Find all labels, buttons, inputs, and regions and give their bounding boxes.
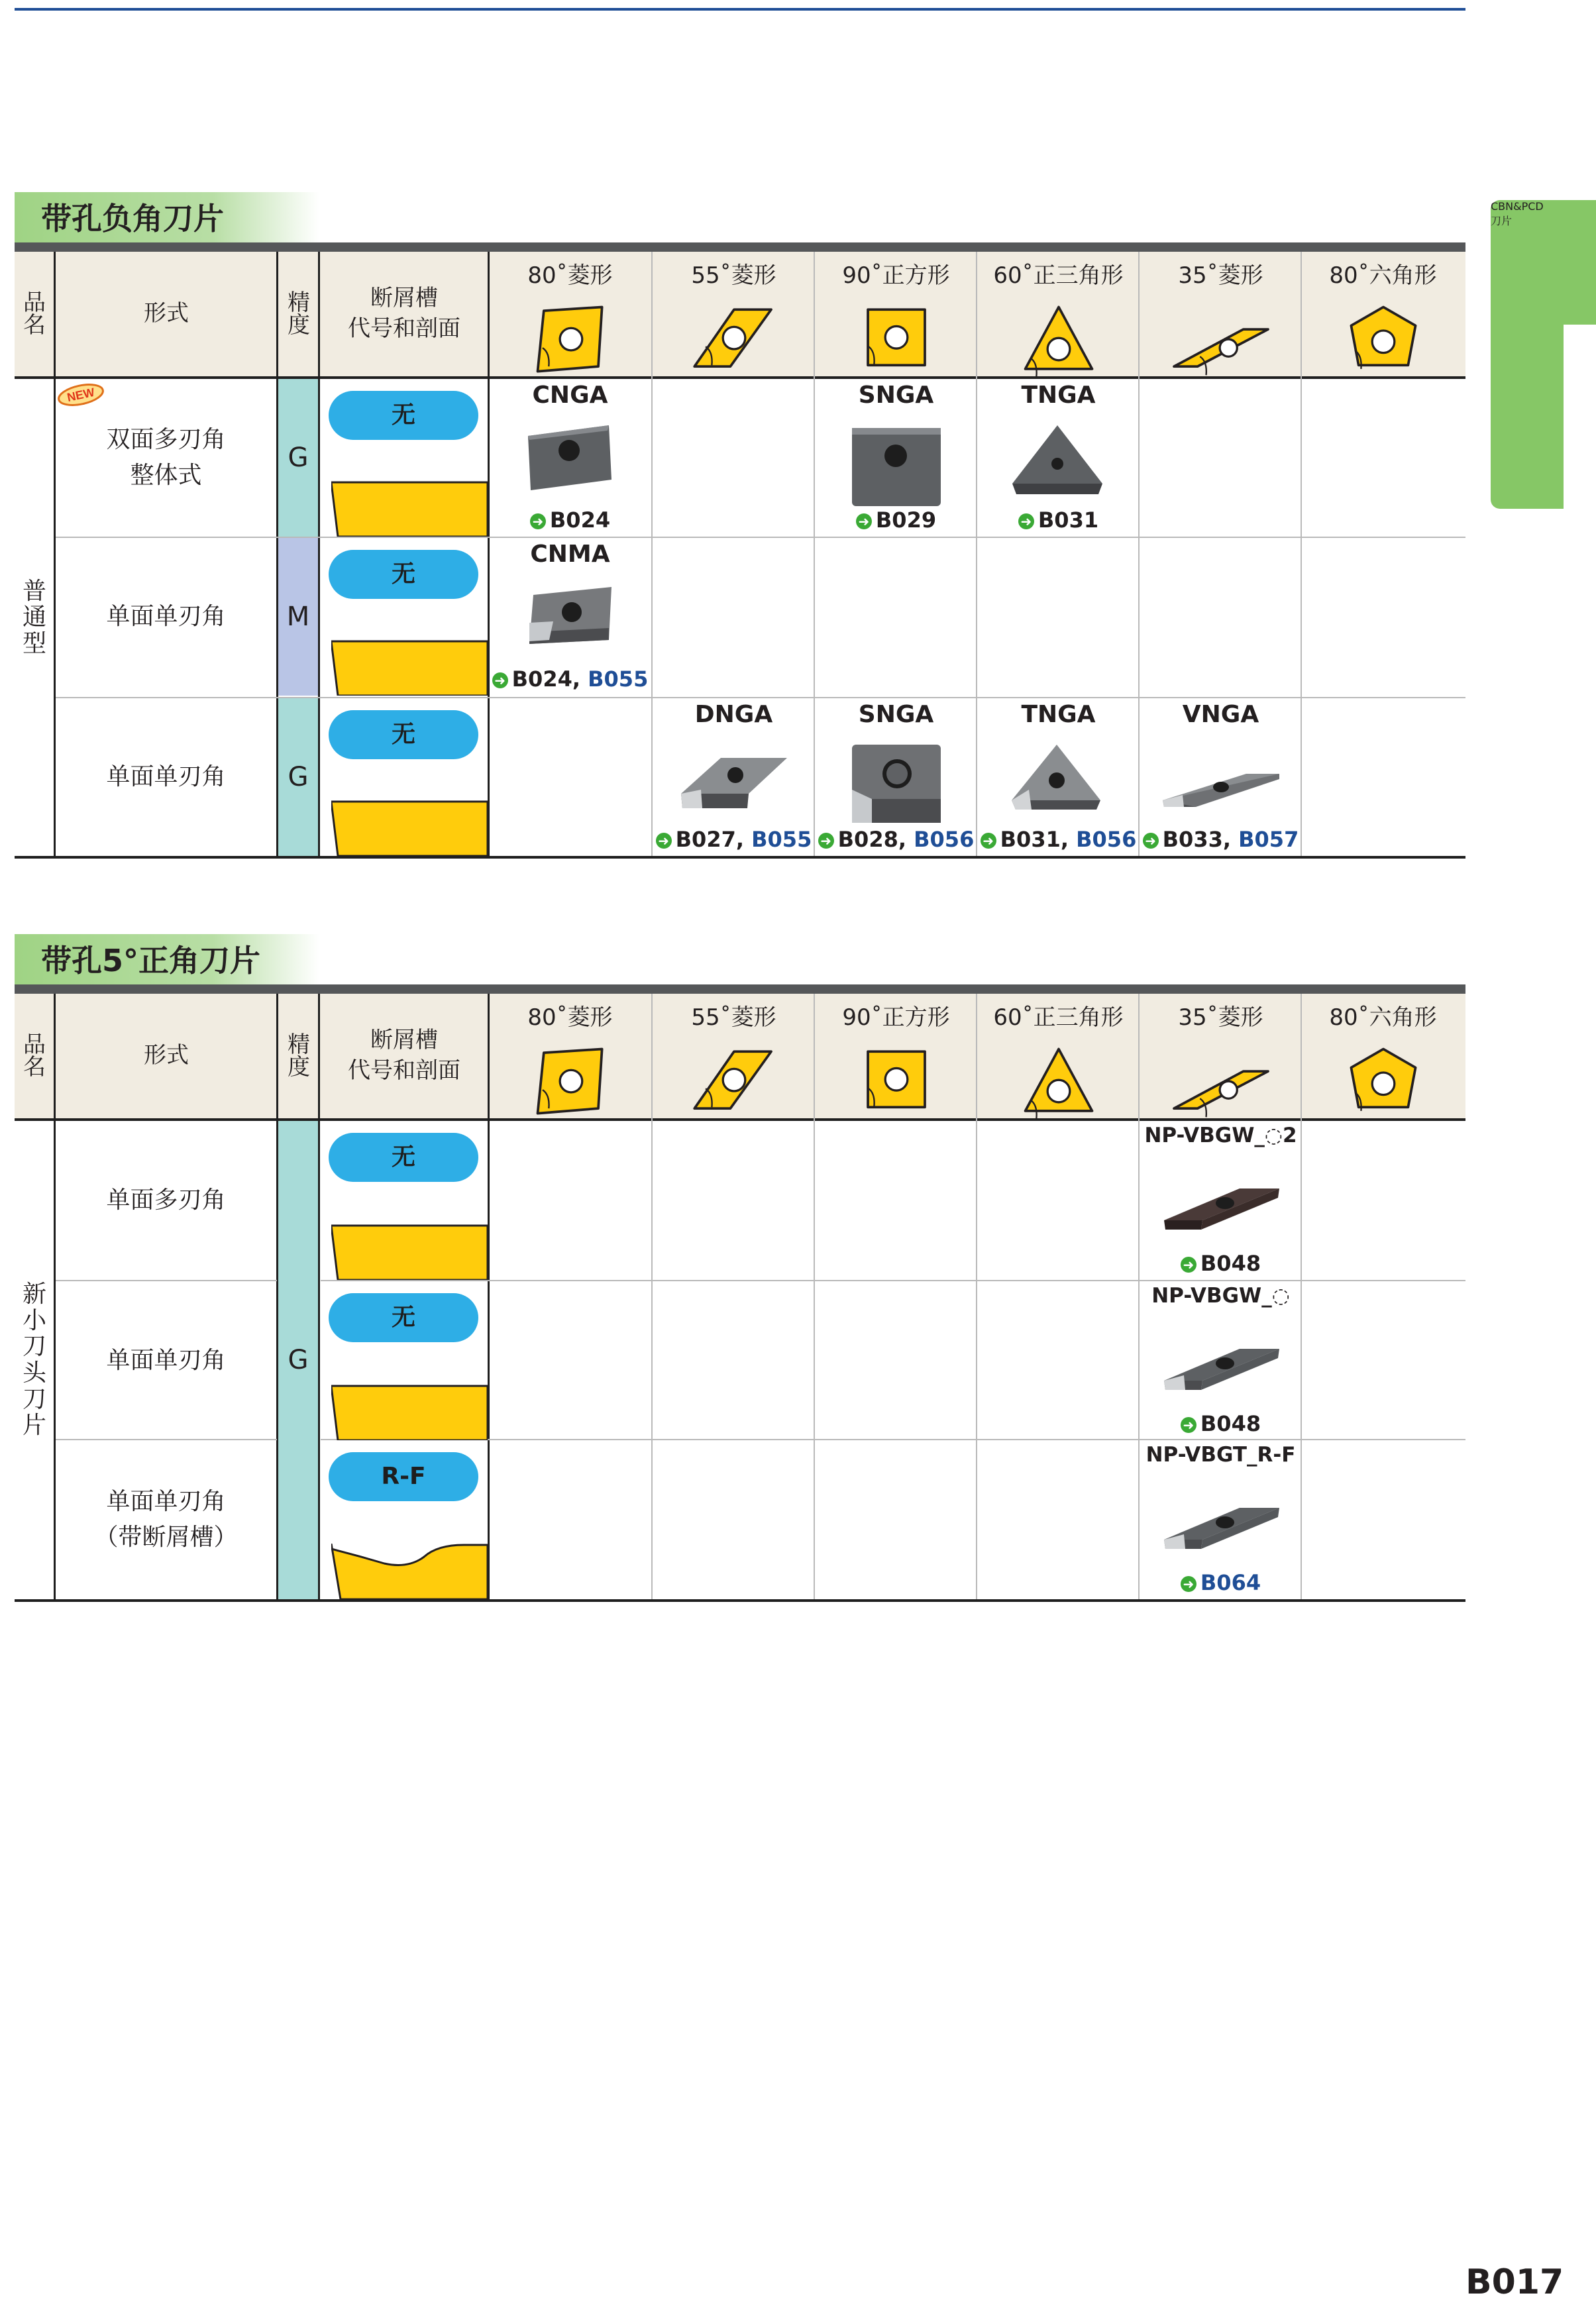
- insert-code: TNGA: [1021, 382, 1096, 409]
- triangle-60-icon: [1015, 1044, 1102, 1118]
- insert-code: SNGA: [858, 701, 934, 728]
- insert-photo: [1008, 416, 1109, 497]
- arrow-icon: ➜: [530, 513, 546, 529]
- arrow-icon: ➜: [1143, 833, 1159, 849]
- insert-photo: [843, 735, 950, 825]
- header-shape-4: [1140, 252, 1302, 376]
- header-shape-4: [1140, 994, 1302, 1118]
- page-reference[interactable]: [1140, 827, 1302, 852]
- trigon-80-icon: [1340, 302, 1427, 376]
- reference-separator: ,: [572, 666, 588, 692]
- insert-photo: [1159, 1334, 1283, 1393]
- header-shape-2: [815, 994, 977, 1118]
- insert-photo: [674, 750, 794, 811]
- arrow-icon: ➜: [981, 833, 996, 849]
- breaker-profile: [331, 800, 488, 856]
- form-cell: [56, 538, 276, 696]
- reference-code[interactable]: B055: [588, 666, 649, 692]
- arrow-icon: ➜: [856, 513, 872, 529]
- rhombus-35-icon: [1165, 302, 1277, 376]
- insert-photo: [1159, 1493, 1283, 1552]
- rhombus-80-icon: [526, 1044, 615, 1118]
- insert-code: CNMA: [530, 541, 610, 568]
- reference-code[interactable]: B024: [511, 666, 572, 692]
- insert-photo: [517, 575, 623, 652]
- precision-cell: G: [278, 379, 318, 537]
- breaker-pill[interactable]: 无: [329, 550, 478, 599]
- side-tab-label: CBN&PCD刀片: [1491, 200, 1544, 227]
- new-badge: [56, 382, 106, 408]
- header-shape-3: [977, 994, 1140, 1118]
- shape-label: 35˚菱形: [1178, 262, 1263, 289]
- insert-code: NP-VBGW_◌: [1151, 1284, 1290, 1308]
- form-label: 双面多刃角: [106, 426, 226, 453]
- header-precision: 精度: [288, 290, 310, 339]
- divider: [318, 252, 320, 856]
- rhombus-55-icon: [685, 1044, 783, 1118]
- section-1-title: 带孔负角刀片: [15, 192, 319, 245]
- reference-code[interactable]: B056: [1076, 827, 1137, 852]
- insert-code: TNGA: [1021, 701, 1096, 728]
- page-reference[interactable]: [653, 827, 815, 852]
- insert-code: VNGA: [1182, 701, 1259, 728]
- arrow-icon: ➜: [1018, 513, 1034, 529]
- shape-label: 90˚正方形: [842, 1004, 950, 1031]
- header-product: 品名: [23, 290, 46, 339]
- header-shape-1: [653, 994, 815, 1118]
- table-bottom-rule: [15, 856, 1465, 859]
- page-reference[interactable]: [815, 507, 977, 533]
- breaker-profile: [331, 1224, 488, 1280]
- form-cell: [56, 698, 276, 856]
- divider: [318, 994, 320, 1599]
- form-label: 单面多刃角: [106, 1187, 226, 1214]
- reference-code[interactable]: B048: [1200, 1411, 1261, 1436]
- shape-label: 60˚正三角形: [993, 262, 1124, 289]
- form-label: 单面单刃角: [106, 1488, 226, 1515]
- insert-photo: [1159, 1174, 1283, 1232]
- table-bottom-rule: [15, 1599, 1465, 1602]
- shape-label: 80˚六角形: [1329, 262, 1437, 289]
- side-tab-notch: [1564, 325, 1596, 509]
- shape-label: 55˚菱形: [691, 262, 776, 289]
- page-reference[interactable]: [489, 666, 651, 692]
- square-90-icon: [853, 302, 940, 376]
- group-label: 普通型: [22, 577, 46, 657]
- insert-code: SNGA: [858, 382, 934, 409]
- breaker-pill[interactable]: 无: [329, 1293, 478, 1342]
- header-shape-0: [489, 994, 651, 1118]
- shape-label: 80˚菱形: [527, 262, 613, 289]
- section-2-band: [15, 984, 1465, 994]
- reference-separator: ,: [898, 827, 914, 852]
- form-cell: [56, 1281, 276, 1440]
- arrow-icon: ➜: [492, 672, 508, 688]
- shape-label: 90˚正方形: [842, 262, 950, 289]
- form-label: 单面单刃角: [106, 603, 226, 630]
- reference-code[interactable]: B028: [837, 827, 898, 852]
- arrow-icon: ➜: [818, 833, 834, 849]
- page-reference[interactable]: [1140, 1411, 1302, 1436]
- insert-code: CNGA: [532, 382, 608, 409]
- header-shape-1: [653, 252, 815, 376]
- insert-photo: [843, 416, 950, 509]
- header-form: 形式: [144, 1042, 189, 1069]
- reference-code[interactable]: B055: [751, 827, 812, 852]
- reference-code[interactable]: B031: [1037, 507, 1099, 533]
- form-label: 单面单刃角: [106, 1347, 226, 1374]
- form-cell: [56, 1440, 276, 1599]
- header-shape-2: [815, 252, 977, 376]
- breaker-profile: [331, 481, 488, 537]
- breaker-pill[interactable]: 无: [329, 391, 478, 440]
- header-precision: 精度: [288, 1031, 310, 1081]
- page-reference[interactable]: [977, 507, 1140, 533]
- rhombus-35-icon: [1165, 1044, 1277, 1118]
- shape-label: 80˚菱形: [527, 1004, 613, 1031]
- form-label: 单面单刃角: [106, 763, 226, 790]
- section-1-table: [15, 252, 1465, 856]
- breaker-pill[interactable]: 无: [329, 1133, 478, 1182]
- reference-code[interactable]: B033: [1162, 827, 1223, 852]
- reference-code[interactable]: B024: [549, 507, 611, 533]
- reference-code[interactable]: B056: [914, 827, 975, 852]
- shape-label: 60˚正三角形: [993, 1004, 1124, 1031]
- arrow-icon: ➜: [1181, 1257, 1197, 1273]
- reference-code[interactable]: B029: [875, 507, 937, 533]
- row-divider: [321, 1439, 1465, 1440]
- header-shape-5: [1302, 252, 1464, 376]
- insert-code: NP-VBGW_◌2: [1144, 1124, 1297, 1147]
- square-90-icon: [853, 1044, 940, 1118]
- arrow-icon: ➜: [1181, 1576, 1197, 1592]
- svg-text:NEW: NEW: [66, 385, 96, 405]
- section-1-band: [15, 242, 1465, 252]
- shape-label: 80˚六角形: [1329, 1004, 1437, 1031]
- breaker-profile: [331, 1544, 488, 1599]
- rhombus-55-icon: [685, 302, 783, 376]
- breaker-profile: [331, 640, 488, 696]
- reference-separator: ,: [1060, 827, 1077, 852]
- reference-separator: ,: [1222, 827, 1239, 852]
- top-rule: [15, 8, 1465, 11]
- insert-code: NP-VBGT_R-F: [1145, 1443, 1296, 1467]
- shape-label: 55˚菱形: [691, 1004, 776, 1031]
- shape-label: 35˚菱形: [1178, 1004, 1263, 1031]
- arrow-icon: ➜: [656, 833, 672, 849]
- row-divider: [321, 1280, 1465, 1281]
- trigon-80-icon: [1340, 1044, 1427, 1118]
- insert-photo: [1159, 759, 1283, 811]
- insert-code: DNGA: [694, 701, 773, 728]
- insert-photo: [520, 416, 621, 497]
- page-reference[interactable]: [489, 507, 651, 533]
- page-reference[interactable]: [977, 827, 1140, 852]
- page-number: B017: [1465, 2262, 1564, 2302]
- header-breaker: 断屑槽 代号和剖面: [348, 285, 460, 342]
- form-label: （带断屑槽）: [94, 1524, 238, 1551]
- insert-photo: [1005, 735, 1112, 825]
- form-cell: [56, 1121, 276, 1280]
- precision-cell: G: [278, 1121, 318, 1599]
- reference-code[interactable]: B048: [1200, 1251, 1261, 1276]
- page-reference[interactable]: [815, 827, 977, 852]
- precision-cell: M: [278, 538, 318, 696]
- header-breaker: 断屑槽 代号和剖面: [348, 1027, 460, 1084]
- breaker-pill[interactable]: R-F: [329, 1452, 478, 1501]
- form-label: 整体式: [130, 462, 202, 489]
- section-2-table: [15, 994, 1465, 1599]
- header-shape-5: [1302, 994, 1464, 1118]
- header-shape-0: [489, 252, 651, 376]
- triangle-60-icon: [1015, 302, 1102, 376]
- header-shape-3: [977, 252, 1140, 376]
- breaker-profile: [331, 1385, 488, 1440]
- section-2-title: 带孔5°正角刀片: [15, 934, 319, 987]
- arrow-icon: ➜: [1181, 1417, 1197, 1433]
- page-reference[interactable]: [1140, 1251, 1302, 1276]
- reference-code[interactable]: B057: [1238, 827, 1299, 852]
- reference-code[interactable]: B027: [675, 827, 736, 852]
- page-reference[interactable]: [1140, 1570, 1302, 1595]
- group-label: 新小刀头刀片: [22, 1281, 46, 1440]
- header-form: 形式: [144, 300, 189, 327]
- rhombus-80-icon: [526, 302, 615, 376]
- breaker-pill[interactable]: 无: [329, 710, 478, 759]
- reference-code[interactable]: B031: [1000, 827, 1061, 852]
- header-product: 品名: [23, 1031, 46, 1081]
- reference-code[interactable]: B064: [1200, 1570, 1261, 1595]
- precision-cell: G: [278, 698, 318, 856]
- reference-separator: ,: [735, 827, 752, 852]
